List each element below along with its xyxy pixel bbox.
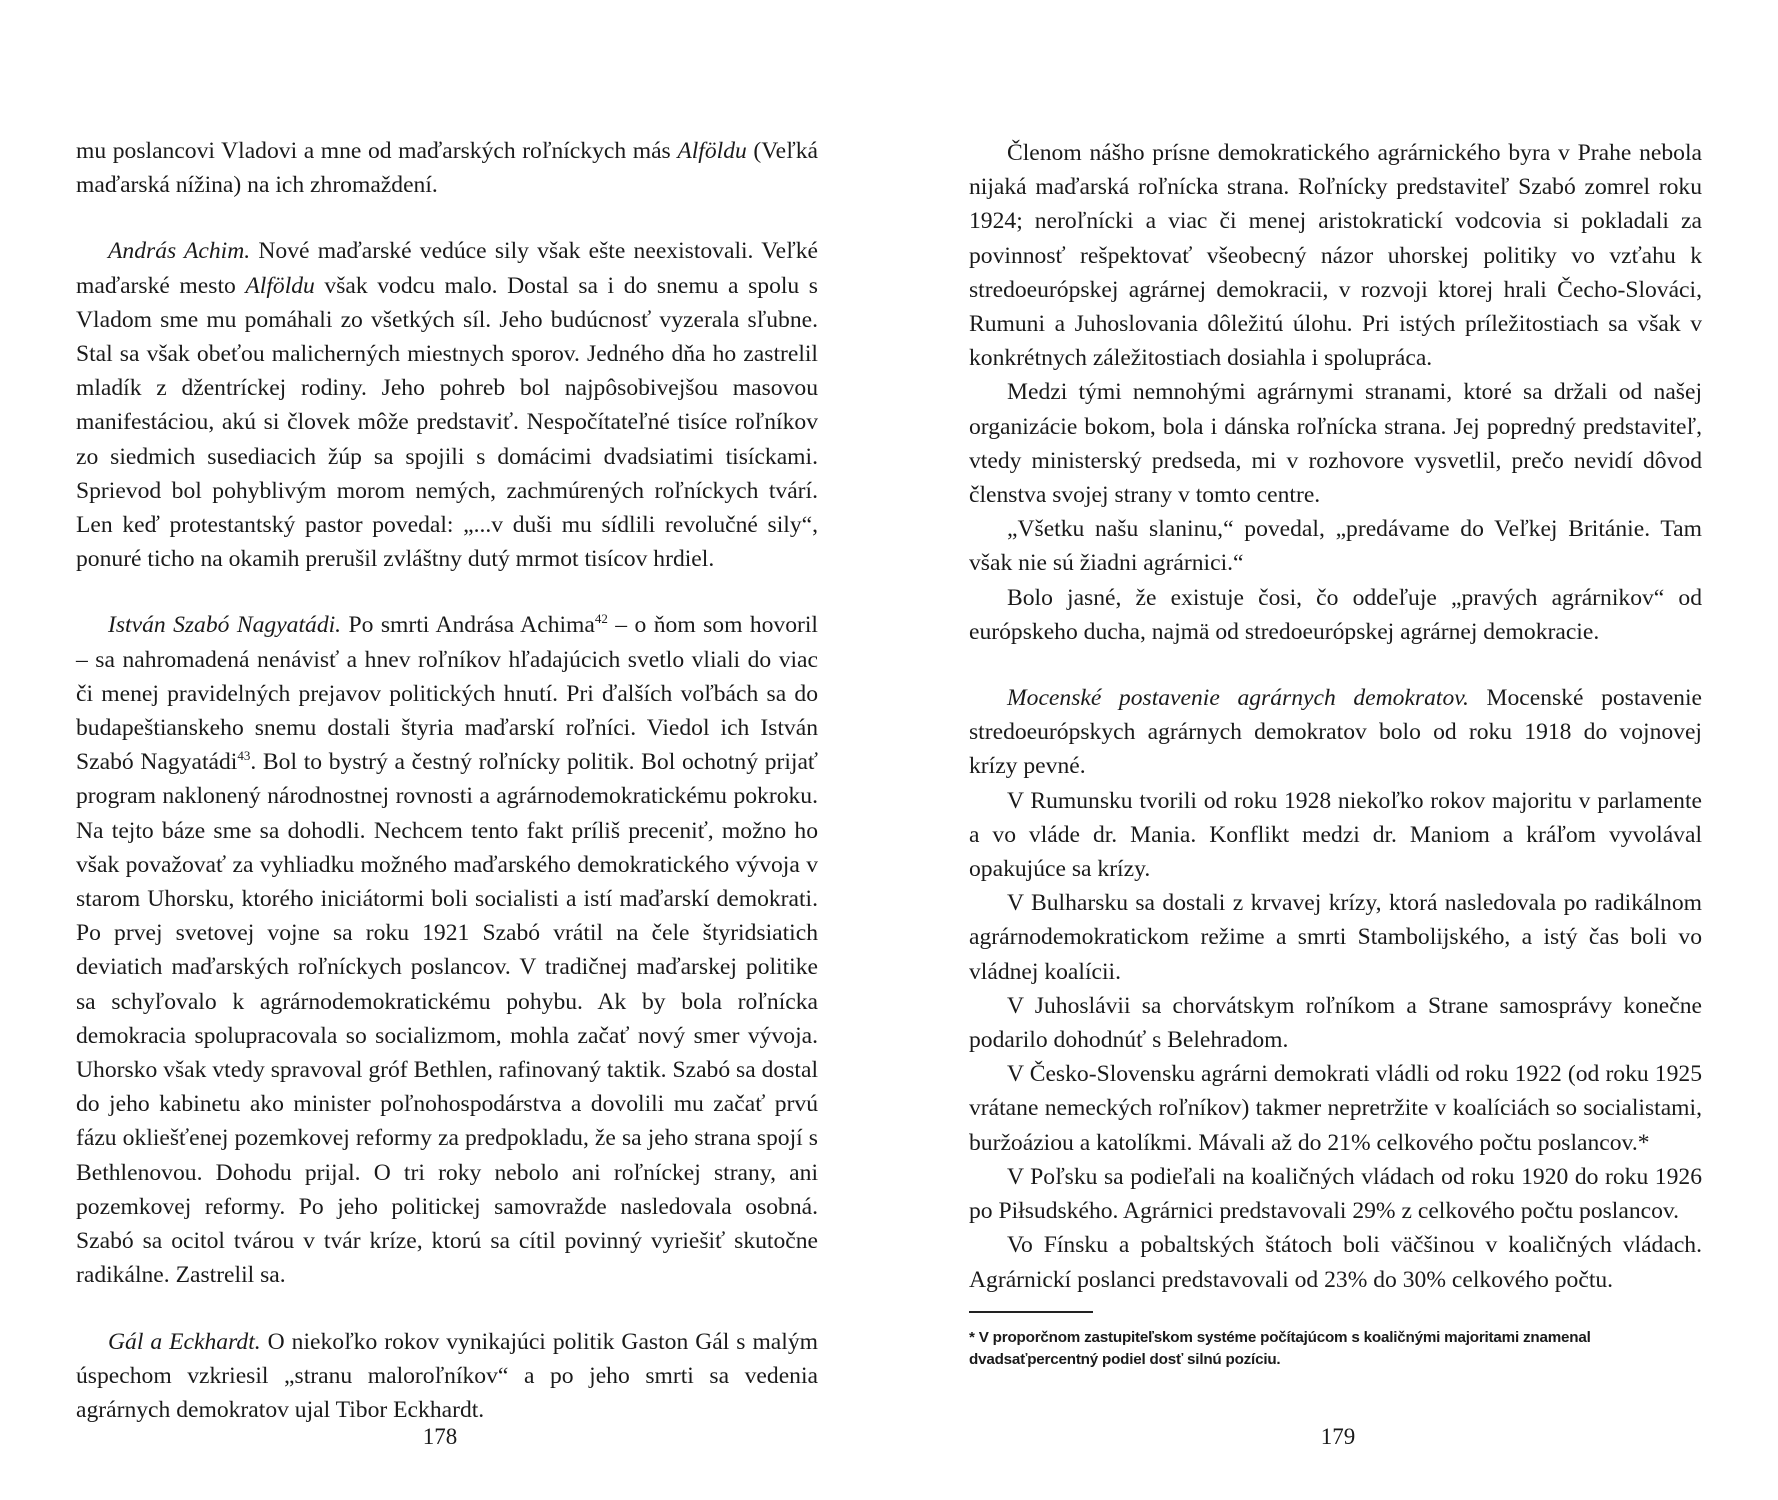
footnote-ref: 42 xyxy=(594,611,608,627)
paragraph: V Poľsku sa podieľali na koaličných vládach od roku 1920 do roku 1926 po Piłsudského. Agrárnici predstavovali 29% z celkového počtu poslancov. xyxy=(969,1163,1702,1225)
paragraph: mu poslancovi Vladovi a mne od maďarských roľníckych más Alföldu (Veľká maďarská nížina) na ich zhromaždení. xyxy=(76,138,818,199)
paragraph: Mocenské postavenie agrárnych demokratov. Mocenské postavenie stredoeurópskych agrárnych demokratov bolo od roku 1918 do vojnovej krízy pevné. xyxy=(969,685,1702,780)
section-heading: Mocenské postavenie agrárnych demokratov. xyxy=(1007,685,1469,712)
paragraph: Členom nášho prísne demokratického agrárnického byra v Prahe nebola nijaká maďarská roľnícka strana. Roľnícky predstaviteľ Szabó zomrel roku 1924; neroľnícki a viac či menej aristokratickí vodcovia si pokladali za povinnosť rešpektovať všeobecný názor uhorskej politiky vo vzťahu k stredoeurópskej agrárnej demokracii, v rozvoji ktorej hrali Čecho-Slováci, Rumuni a Juhoslovania dôležitú úlohu. Pri istých príležitostiach sa však v konkrétnych záležitostiach dosiahla i spolupráca. xyxy=(969,140,1702,372)
section-heading: István Szabó Nagyatádi. xyxy=(108,612,342,639)
left-text-column xyxy=(76,134,818,1427)
paragraph: „Všetku našu slaninu,“ povedal, „predávame do Veľkej Británie. Tam však nie sú žiadni agrárnici.“ xyxy=(969,516,1702,577)
italic-term: Alföldu xyxy=(677,138,747,164)
section-heading: András Achim. xyxy=(108,238,251,265)
paragraph: András Achim. Nové maďarské vedúce sily však ešte neexistovali. Veľké maďarské mesto Alföldu však vodcu malo. Dostal sa i do snemu a spolu s Vladom sme mu pomáhali zo všetkých síl. Jeho budúcnosť vyzerala sľubne. Stal sa však obeťou malicherných miestnych sporov. Jedného dňa ho zastrelil mladík z džentríckej rodiny. Jeho pohreb bol najpôsobivejšou masovou manifestáciou, akú si človek môže predstaviť. Nespočítateľné tisíce roľníkov zo siedmich susediacich žúp sa spojili s domácimi dvadsiatimi tisíckami. Sprievod bol pohyblivým morom nemých, zachmúrených roľníckych tvárí. Len keď protestantský pastor povedal: „...v duši mu sídlili revolučné sily“, ponuré ticho na okamih prerušil zvláštny dutý mrmot tisícov hrdiel. xyxy=(76,238,819,573)
paragraph: V Česko-Slovensku agrárni demokrati vládli od roku 1922 (od roku 1925 vrátane nemeckých roľníkov) takmer nepretržite v koalíciách so socialistami, buržoáziou a katolíkmi. Mávali až do 21% celkového počtu poslancov.* xyxy=(969,1061,1702,1156)
section-heading: Gál a Eckhardt. xyxy=(108,1328,261,1355)
right-page xyxy=(889,0,1778,1500)
paragraph: Gál a Eckhardt. O niekoľko rokov vynikajúci politik Gaston Gál s malým úspechom vzkriesil „stranu maloroľníkov“ a po jeho smrti sa vedenia agrárnych demokratov ujal Tibor Eckhardt. xyxy=(76,1328,818,1423)
page-number: 178 xyxy=(422,1424,458,1449)
paragraph: V Bulharsku sa dostali z krvavej krízy, ktorá nasledovala po radikálnom agrárnodemokratickom režime a smrti Stambolijského, a istý čas boli vo vládnej koalícii. xyxy=(969,890,1702,985)
paragraph: Medzi tými nemnohými agrárnymi stranami, ktoré sa držali od našej organizácie bokom, bola i dánska roľnícka strana. Jej popredný predstaviteľ, vtedy ministerský predseda, mi v rozhovore vysvetlil, prečo nevidí dôvod členstva svojej strany v tomto centre. xyxy=(969,379,1702,509)
footnote-ref: 43 xyxy=(237,748,251,764)
paragraph: Bolo jasné, že existuje čosi, čo oddeľuje „pravých agrárnikov“ od európskeho ducha, najmä od stredoeurópskej agrárnej demokracie. xyxy=(969,584,1702,645)
page-number: 179 xyxy=(1320,1424,1356,1449)
footnote-divider xyxy=(969,1311,1093,1313)
paragraph: V Juhoslávii sa chorvátskym roľníkom a Strane samosprávy konečne podarilo dohodnúť s Belehradom. xyxy=(969,992,1702,1054)
italic-term: Alföldu xyxy=(245,272,315,299)
paragraph: V Rumunsku tvorili od roku 1928 niekoľko rokov majoritu v parlamente a vo vláde dr. Mania. Konflikt medzi dr. Maniom a kráľom vyvolával opakujúce sa krízy. xyxy=(969,787,1702,883)
paragraph: István Szabó Nagyatádi. Po smrti Andrása Achima$^{42}$ – o ňom som hovoril – sa nahromadená nenávisť a hnev roľníkov hľadajúcich svetlo vliali do viac či menej pravidelných prejavov politických hnutí. Pri ďalších voľbách sa do budapeštianskeho snemu dostali štyria maďarskí roľníci. Viedol ich István Szabó Nagyatádi$^{43}$. Bol to bystrý a čestný roľnícky politik. Bol ochotný prijať program naklonený národnostnej rovnosti a agrárnodemokratickému pokroku. Na tejto báze sme sa dohodli. Nechcem tento fakt príliš preceniť, možno ho však považovať za vyhliadku možného maďarského demokratického vývoja v starom Uhorsku, ktorého iniciátormi boli socialisti a istí maďarskí demokrati. Po prvej svetovej vojne sa roku 1921 Szabó vrátil na čele štyridsiatich deviatich maďarských roľníckych poslancov. V tradičnej maďarskej politike sa schyľovalo k agrárnodemokratickému pohybu. Ak by bola roľnícka demokracia spolupracovala so socializmom, mohla začať nový smer vývoja. Uhorsko však vtedy spravoval gróf Bethlen, rafinovaný taktik. Szabó sa dostal do jeho kabinetu ako minister poľnohospodárstva a dovolili mu začať prvú fázu okliešťenej pozemkovej reformy za predpokladu, že sa jeho strana spojí s Bethlenovou. Dohodu prijal. O tri roky nebolo ani roľníckej strany, ani pozemkovej reformy. Po jeho politickej samovražde nasledovala osobná. Szabó sa ocitol tvárou v tvár kríze, ktorú sa cítil povinný vyriešiť skutočne radikálne. Zastrelil sa. xyxy=(76,611,819,1289)
paragraph: Vo Fínsku a pobaltských štátoch boli väčšinou v koaličných vládach. Agrárnickí poslanci predstavovali od 23% do 30% celkového počtu. xyxy=(969,1232,1702,1293)
right-text-column xyxy=(969,136,1702,1371)
footnote: * V proporčnom zastupiteľskom systéme počítajúcom s koaličnými majoritami znamenal dvadsaťpercentný podiel dosť silnú pozíciu. xyxy=(969,1328,1591,1368)
